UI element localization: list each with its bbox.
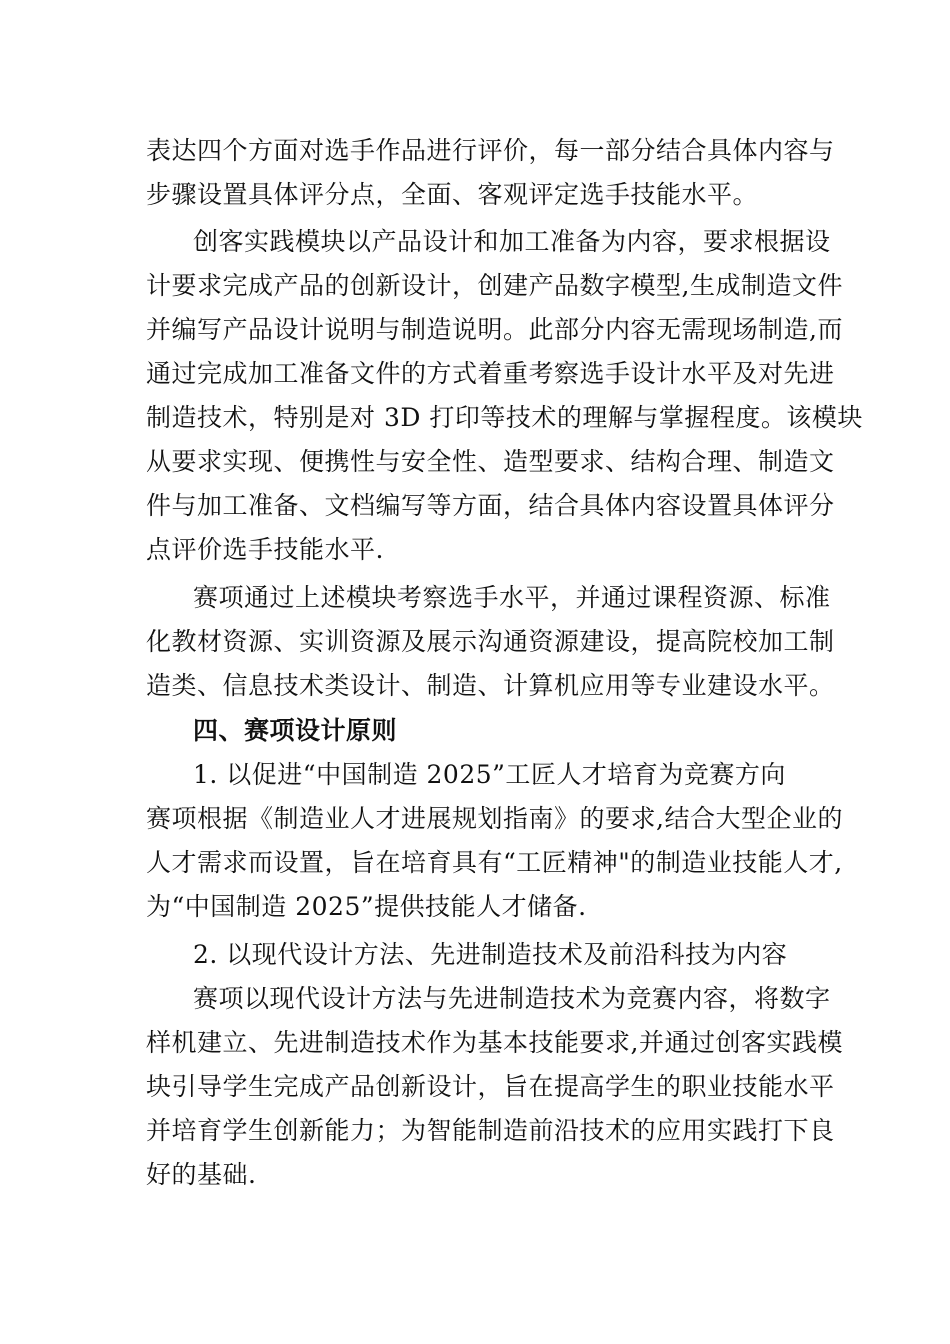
body-line: 表达四个方面对选手作品进行评价，每一部分结合具体内容与 [146, 136, 835, 165]
body-line: 为“中国制造 2025”提供技能人才储备. [146, 892, 587, 921]
body-line: 计要求完成产品的创新设计，创建产品数字模型,生成制造文件 [146, 271, 843, 300]
body-line: 人才需求而设置，旨在培育具有“工匠精神"的制造业技能人才, [146, 848, 843, 877]
body-line: 通过完成加工准备文件的方式着重考察选手设计水平及对先进 [146, 359, 835, 388]
section-heading: 四、赛项设计原则 [193, 716, 398, 745]
paragraph-start-line: 赛项以现代设计方法与先进制造技术为竞赛内容，将数字 [193, 984, 831, 1013]
body-line: 并培育学生创新能力；为智能制造前沿技术的应用实践打下良 [146, 1116, 835, 1145]
body-line: 化教材资源、实训资源及展示沟通资源建设，提高院校加工制 [146, 627, 835, 656]
body-line: 点评价选手技能水平. [146, 535, 384, 564]
subheading-2: 2. 以现代设计方法、先进制造技术及前沿科技为内容 [193, 940, 788, 969]
body-line: 赛项根据《制造业人才进展规划指南》的要求,结合大型企业的 [146, 804, 843, 833]
subheading-1: 1. 以促进“中国制造 2025”工匠人才培育为竞赛方向 [193, 760, 786, 789]
body-line: 好的基础. [146, 1160, 257, 1189]
paragraph-start-line: 创客实践模块以产品设计和加工准备为内容，要求根据设 [193, 227, 831, 256]
body-line: 并编写产品设计说明与制造说明。此部分内容无需现场制造,而 [146, 315, 843, 344]
paragraph-start-line: 赛项通过上述模块考察选手水平，并通过课程资源、标准 [193, 583, 831, 612]
body-line: 样机建立、先进制造技术作为基本技能要求,并通过创客实践模 [146, 1028, 843, 1057]
body-line: 块引导学生完成产品创新设计，旨在提高学生的职业技能水平 [146, 1072, 835, 1101]
body-line: 造类、信息技术类设计、制造、计算机应用等专业建设水平。 [146, 671, 835, 700]
body-line: 件与加工准备、文档编写等方面，结合具体内容设置具体评分 [146, 491, 835, 520]
body-line: 步骤设置具体评分点，全面、客观评定选手技能水平。 [146, 180, 759, 209]
body-line: 制造技术，特别是对 3D 打印等技术的理解与掌握程度。该模块 [146, 403, 863, 432]
body-line: 从要求实现、便携性与安全性、造型要求、结构合理、制造文 [146, 447, 835, 476]
